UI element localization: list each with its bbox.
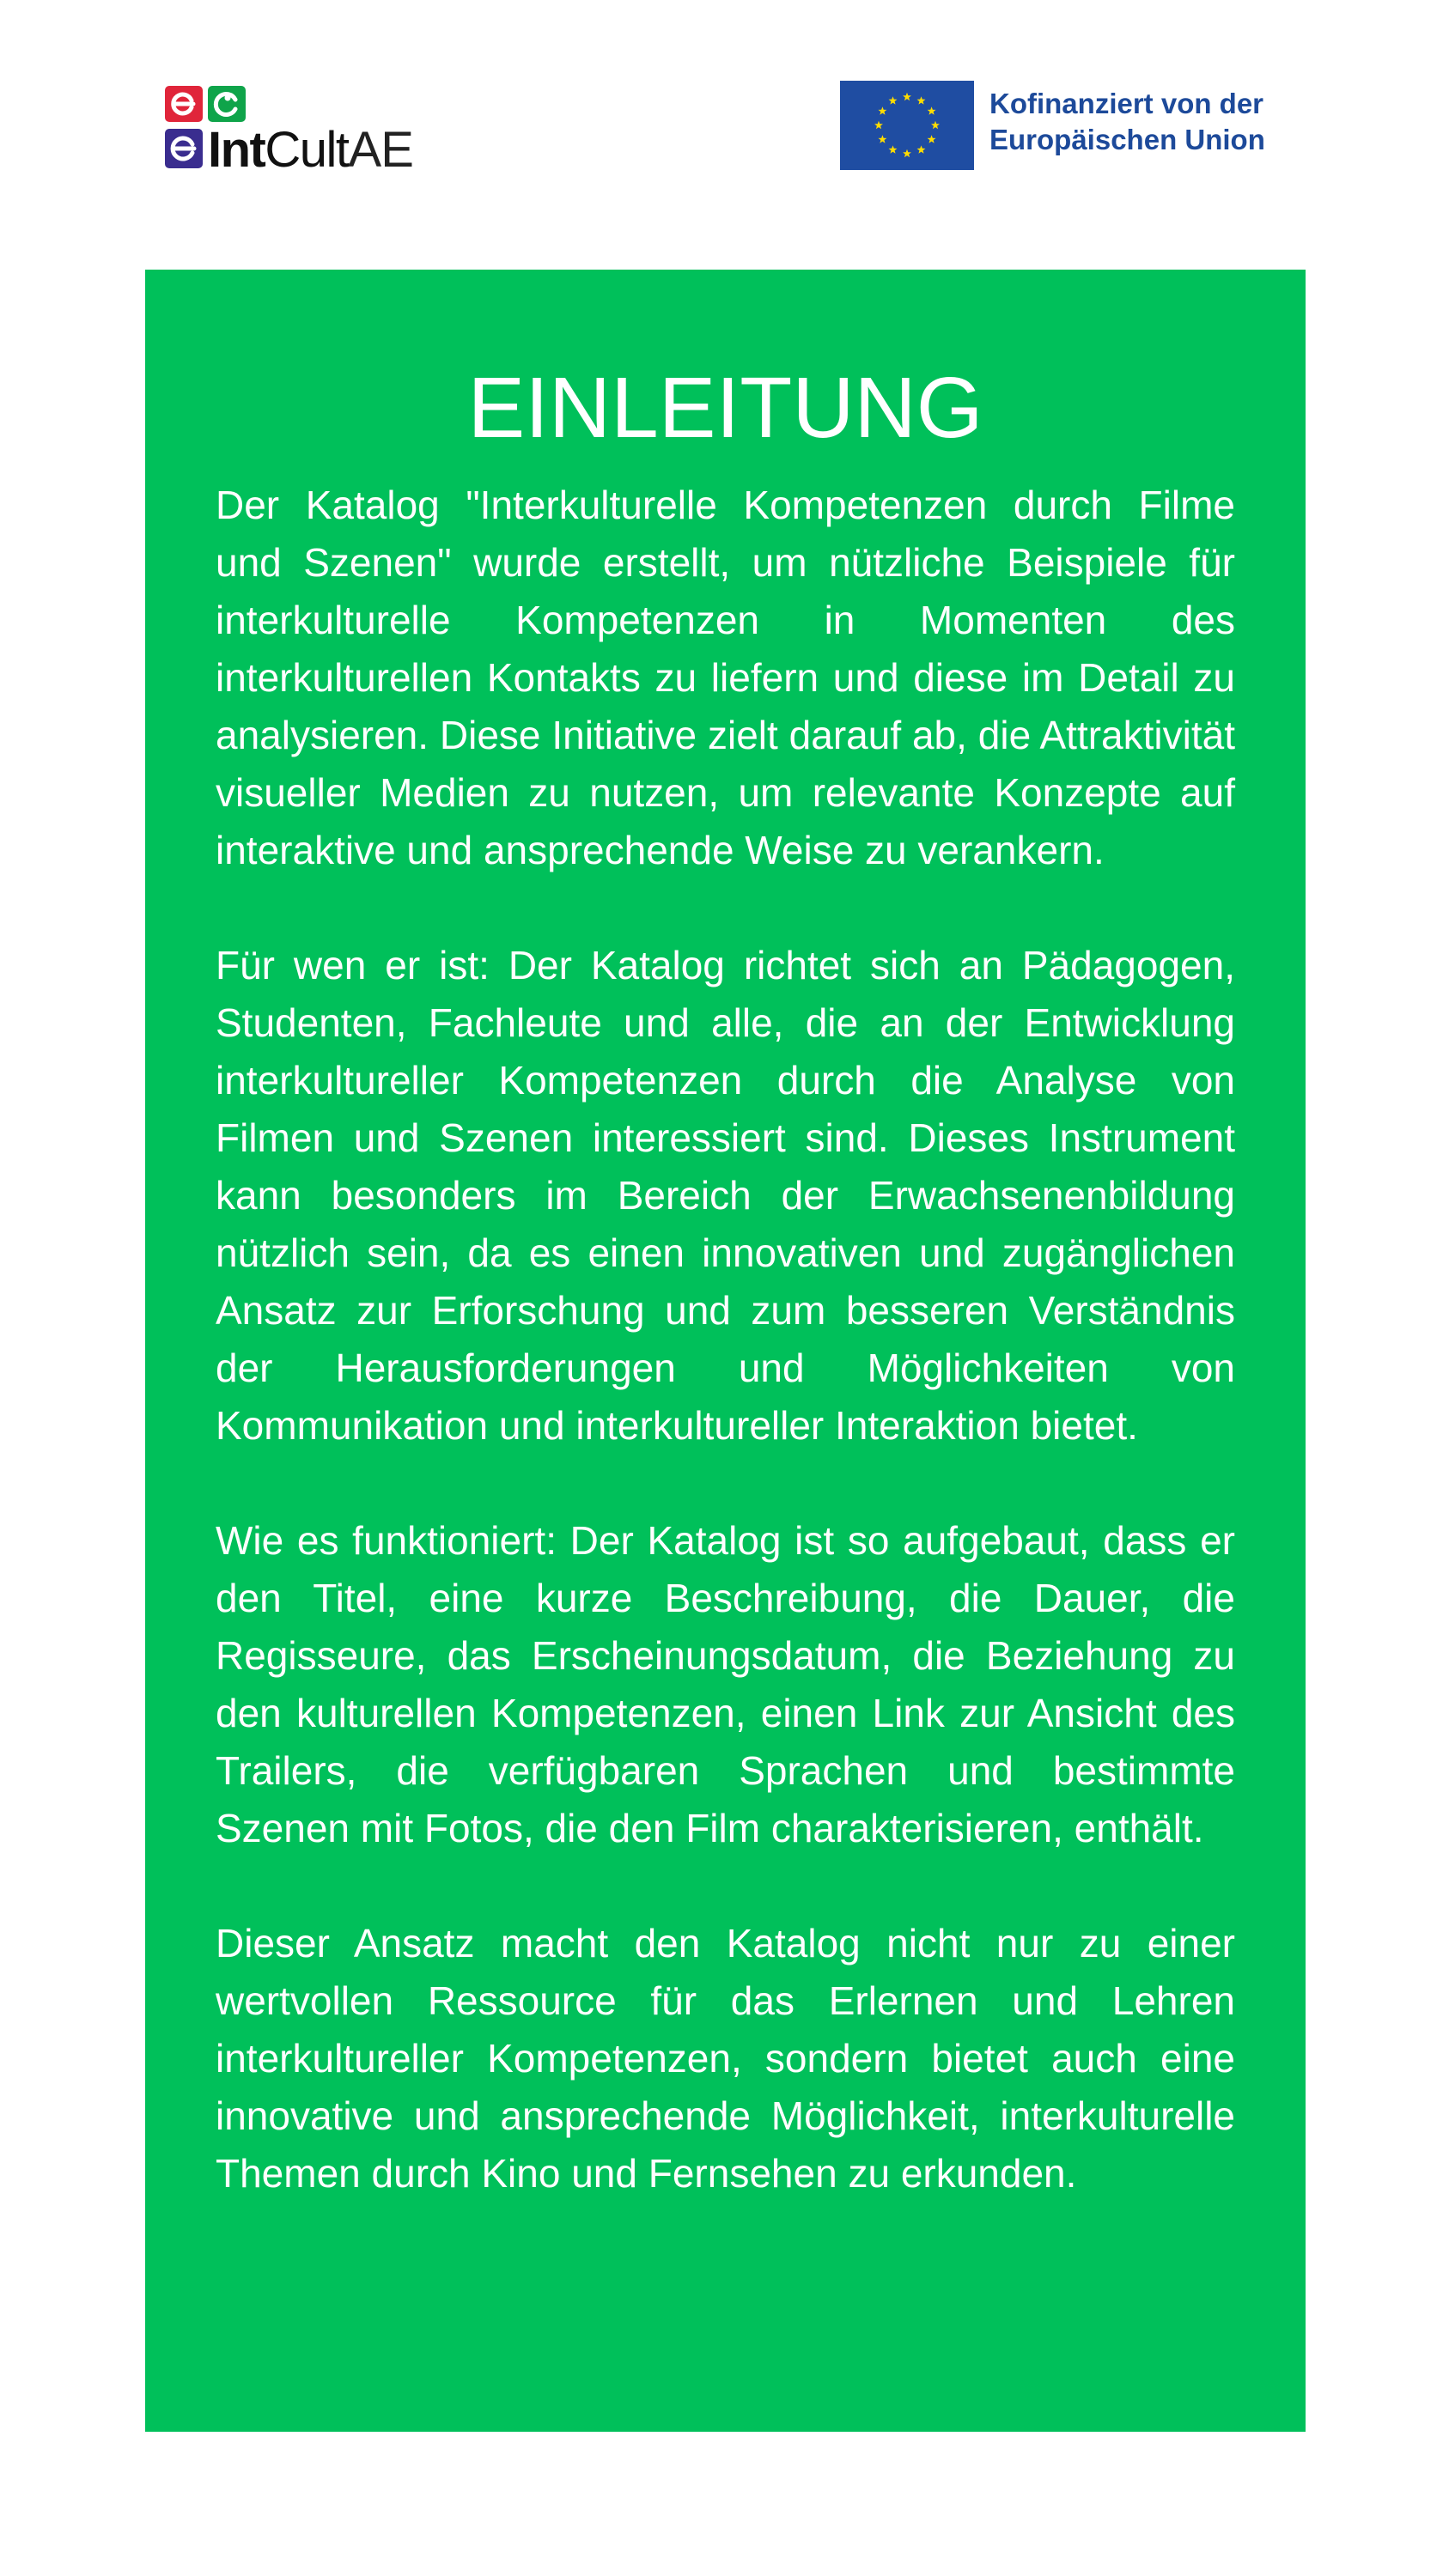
logo-text-int: Int <box>208 122 265 178</box>
eu-funding-line-1: Kofinanziert von der <box>989 88 1264 119</box>
page-title: EINLEITUNG <box>467 360 983 456</box>
eu-funding-emblem <box>840 81 1304 175</box>
logo-wordmark <box>208 122 413 179</box>
eu-flag-icon <box>840 81 974 170</box>
introduction-card <box>145 270 1306 2432</box>
logo-text-cult: Cult <box>265 122 349 178</box>
paragraph-approach: Dieser Ansatz macht den Katalog nicht nur zu einer wertvollen Ressource für das Erlernen und Lehren interkultureller Kompetenzen, sondern bietet auch eine innovative und ansprechende Möglichkeit, interkulturelle Themen durch Kino und Fernsehen zu erkunden. <box>216 1921 1235 2196</box>
paragraph-audience: Für wen er ist: Der Katalog richtet sich an Pädagogen, Studenten, Fachleute und alle, die an der Entwicklung interkultureller Kompetenzen durch die Analyse von Filmen und Szenen interessiert sind. Dieses Instrument kann besonders im Bereich der Erwachsenenbildung nützlich sein, da es einen innovativen und zugänglichen Ansatz zur Erforschung und zum besseren Verständnis der Herausforderungen und Möglichkeiten von Kommunikation und interkultureller Interaktion bietet. <box>216 943 1235 1448</box>
eu-funding-text <box>989 86 1265 158</box>
intcultae-logo <box>165 84 413 179</box>
paragraph-purpose: Der Katalog "Interkulturelle Kompetenzen durch Filme und Szenen" wurde erstellt, um nützliche Beispiele für interkulturelle Kompetenzen in Momenten des interkulturellen Kontakts zu liefern und diese im Detail zu analysieren. Diese Initiative zielt darauf ab, die Attraktivität visueller Medien zu nutzen, um relevante Konzepte auf interaktive und ansprechende Weise zu verankern. <box>216 483 1235 872</box>
paragraph-how-it-works: Wie es funktioniert: Der Katalog ist so aufgebaut, dass er den Titel, eine kurze Beschreibung, die Dauer, die Regisseure, das Erscheinungsdatum, die Beziehung zu den kulturellen Kompetenzen, einen Link zur Ansicht des Trailers, die verfügbaren Sprachen und bestimmte Szenen mit Fotos, die den Film charakterisieren, enthält. <box>216 1518 1235 1850</box>
eu-funding-line-2: Europäischen Union <box>989 124 1265 155</box>
logo-text-ae: AE <box>348 122 413 178</box>
introduction-body <box>216 477 1235 2202</box>
